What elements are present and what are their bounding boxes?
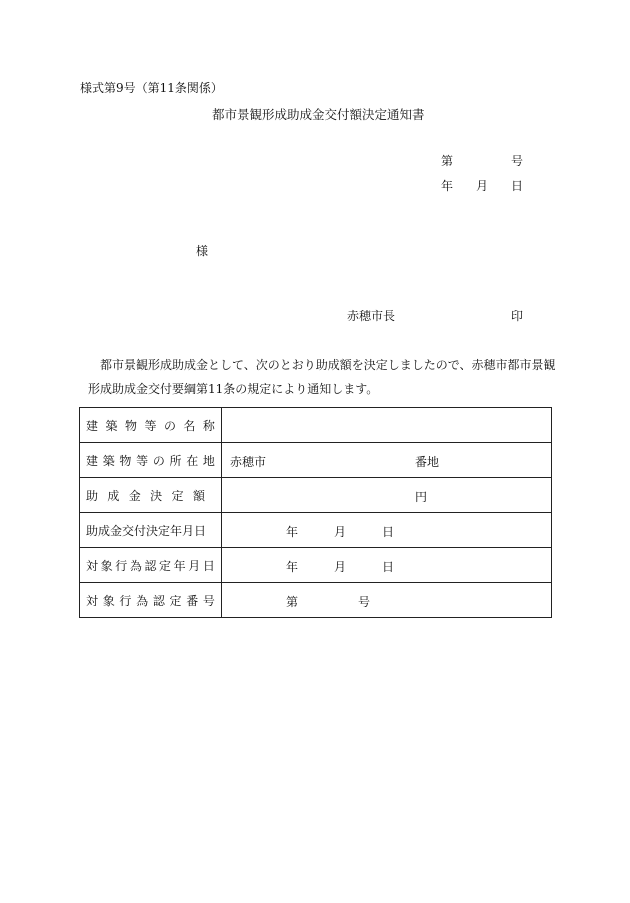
details-table bbox=[79, 407, 552, 618]
label-char: 助 bbox=[86, 488, 99, 503]
label-char: 所 bbox=[169, 453, 182, 468]
notice-body bbox=[88, 353, 558, 401]
label-char: 年 bbox=[173, 558, 186, 573]
label-char: 日 bbox=[202, 558, 215, 573]
label-cell bbox=[80, 408, 222, 443]
location-banchi: 番地 bbox=[415, 455, 440, 469]
building-location-label bbox=[86, 452, 215, 469]
label-char: 認 bbox=[144, 558, 157, 573]
table-row bbox=[80, 478, 552, 513]
label-char: 号 bbox=[202, 593, 215, 608]
date-month-label: 月 bbox=[476, 179, 489, 193]
yen-unit: 円 bbox=[415, 490, 428, 504]
label-char: 名 bbox=[183, 418, 196, 433]
label-char: 築 bbox=[102, 453, 115, 468]
label-char: の bbox=[163, 418, 176, 433]
label-char: 象 bbox=[100, 558, 113, 573]
label-char: 対 bbox=[86, 558, 99, 573]
doc-number-prefix: 第 bbox=[441, 154, 454, 168]
decision-day-label: 日 bbox=[382, 525, 395, 539]
certification-month-label: 月 bbox=[334, 560, 347, 574]
seal-mark: 印 bbox=[511, 309, 524, 323]
table-row bbox=[80, 443, 552, 478]
form-number: 様式第9号（第11条関係） bbox=[80, 81, 223, 95]
grant-decision-date-label: 助成金交付決定年月日 bbox=[86, 523, 207, 538]
label-char: 定 bbox=[159, 558, 172, 573]
decision-month-label: 月 bbox=[334, 525, 347, 539]
label-char: 等 bbox=[136, 453, 149, 468]
certification-day-label: 日 bbox=[382, 560, 395, 574]
label-char: 物 bbox=[119, 453, 132, 468]
label-char: 行 bbox=[115, 558, 128, 573]
date-year-label: 年 bbox=[441, 179, 454, 193]
label-char: 等 bbox=[144, 418, 157, 433]
label-char: 象 bbox=[102, 593, 115, 608]
certification-number-field[interactable] bbox=[222, 583, 552, 618]
label-char: 月 bbox=[188, 558, 201, 573]
label-char: 建 bbox=[86, 418, 99, 433]
label-char: 物 bbox=[124, 418, 137, 433]
issuer-name: 赤穂市長 bbox=[347, 309, 396, 323]
certification-date-label bbox=[86, 557, 215, 574]
label-cell bbox=[80, 443, 222, 478]
label-cell bbox=[80, 583, 222, 618]
table-row bbox=[80, 513, 552, 548]
label-char: 称 bbox=[202, 418, 215, 433]
certification-number-label bbox=[86, 592, 215, 609]
doc-number-suffix: 号 bbox=[511, 154, 524, 168]
label-char: 為 bbox=[129, 558, 142, 573]
certification-number-suffix: 号 bbox=[358, 595, 371, 609]
label-char: 対 bbox=[86, 593, 99, 608]
grant-amount-field[interactable] bbox=[222, 478, 552, 513]
building-location-field[interactable] bbox=[222, 443, 552, 478]
label-char: 番 bbox=[186, 593, 199, 608]
building-name-label bbox=[86, 417, 215, 434]
label-cell bbox=[80, 478, 222, 513]
grant-decision-date-field[interactable] bbox=[222, 513, 552, 548]
label-cell bbox=[80, 548, 222, 583]
decision-year-label: 年 bbox=[286, 525, 299, 539]
label-char: 定 bbox=[169, 593, 182, 608]
certification-number-prefix: 第 bbox=[286, 595, 299, 609]
label-char: 定 bbox=[171, 488, 184, 503]
label-char: 地 bbox=[202, 453, 215, 468]
label-char: 成 bbox=[107, 488, 120, 503]
label-cell bbox=[80, 513, 222, 548]
table-row bbox=[80, 548, 552, 583]
certification-year-label: 年 bbox=[286, 560, 299, 574]
label-char: 在 bbox=[186, 453, 199, 468]
notice-body-line-2: 形成助成金交付要綱第11条の規定により通知します。 bbox=[88, 382, 379, 396]
label-char: 金 bbox=[128, 488, 141, 503]
location-city: 赤穂市 bbox=[230, 455, 267, 469]
label-char: 為 bbox=[136, 593, 149, 608]
label-char: 建 bbox=[86, 453, 99, 468]
addressee-suffix: 様 bbox=[196, 244, 209, 258]
label-char: 決 bbox=[150, 488, 163, 503]
notice-body-line-1: 都市景観形成助成金として、次のとおり助成額を決定しましたので、赤穂市都市景観 bbox=[100, 358, 556, 372]
label-char: 行 bbox=[119, 593, 132, 608]
label-char: 認 bbox=[152, 593, 165, 608]
building-name-field[interactable] bbox=[222, 408, 552, 443]
certification-date-field[interactable] bbox=[222, 548, 552, 583]
document-title: 都市景観形成助成金交付額決定通知書 bbox=[212, 107, 425, 122]
table-row bbox=[80, 408, 552, 443]
date-day-label: 日 bbox=[511, 179, 524, 193]
label-char: 築 bbox=[105, 418, 118, 433]
label-char: 額 bbox=[192, 488, 205, 503]
label-char: の bbox=[152, 453, 165, 468]
grant-amount-label bbox=[86, 487, 215, 504]
table-row bbox=[80, 583, 552, 618]
